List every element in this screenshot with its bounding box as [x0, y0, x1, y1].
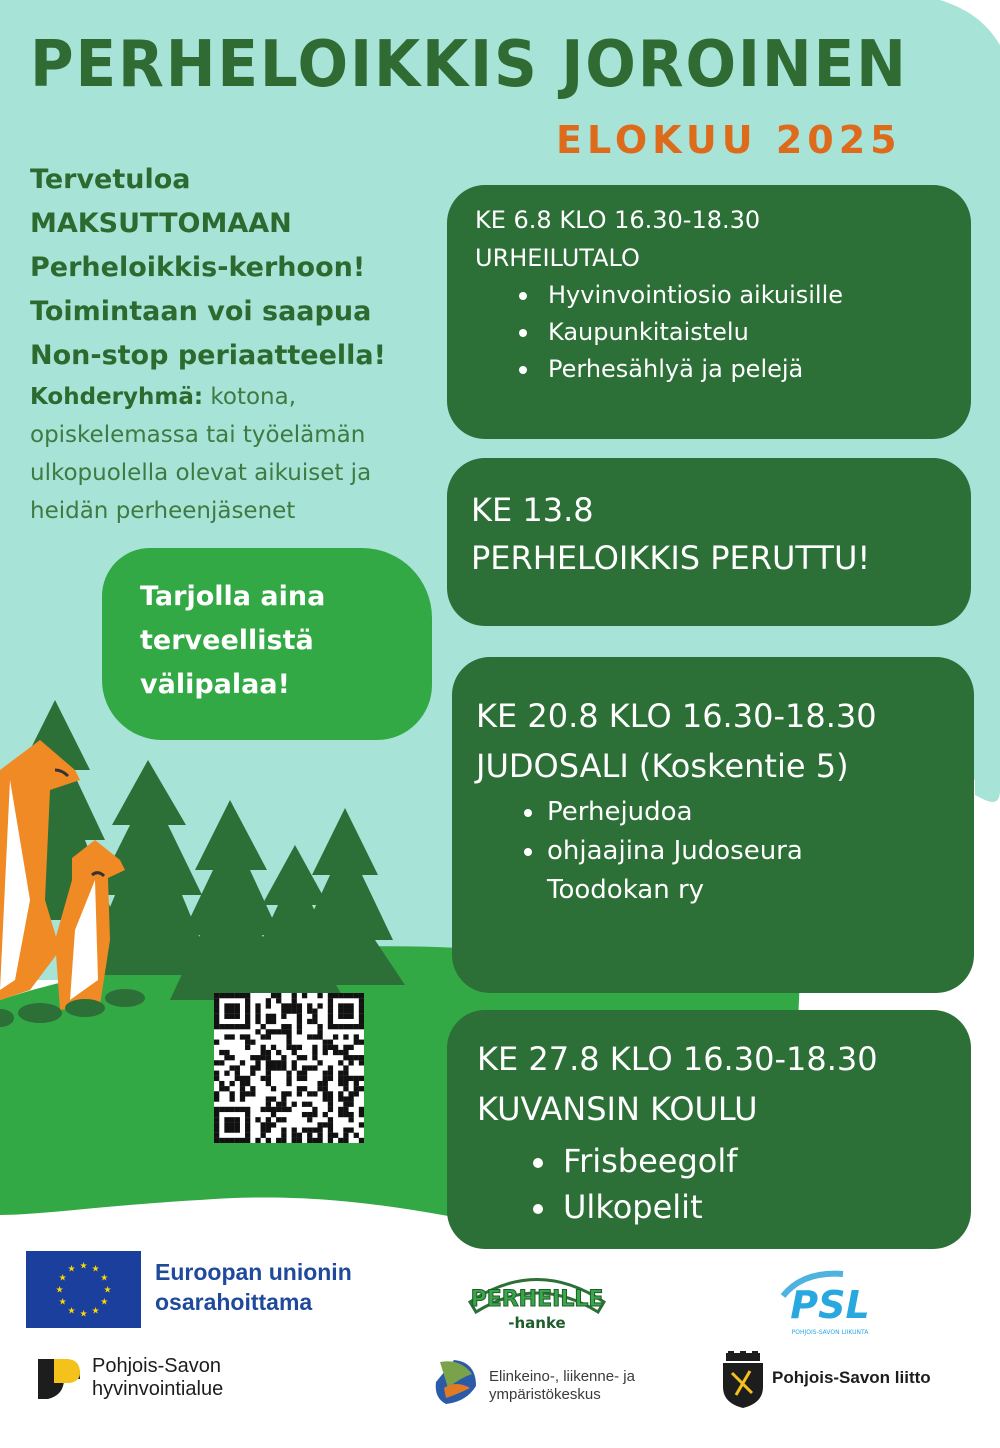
bullet-icon — [533, 1158, 543, 1168]
event-card — [447, 1010, 971, 1249]
eu-star-icon: ★ — [58, 1273, 67, 1284]
event-location: URHEILUTALO — [475, 244, 640, 272]
eu-star-icon: ★ — [91, 1264, 100, 1275]
eu-star-icon: ★ — [79, 1261, 88, 1272]
intro-line: MAKSUTTOMAAN — [30, 208, 292, 239]
snack-line: terveellistä — [140, 625, 314, 656]
svg-text:PERHEILLE: PERHEILLE — [470, 1287, 604, 1312]
page-subtitle: ELOKUU 2025 — [556, 118, 902, 162]
snack-line: välipalaa! — [140, 669, 290, 700]
ely-logo-icon — [426, 1352, 482, 1408]
eu-flag-icon — [26, 1251, 141, 1328]
qr-code-icon[interactable] — [214, 993, 364, 1143]
bullet-icon — [519, 292, 527, 300]
bullet-icon — [524, 809, 532, 817]
svg-text:PSL: PSL — [790, 1283, 870, 1327]
liitto-coat-of-arms-icon — [720, 1351, 766, 1409]
event-date: KE 27.8 KLO 16.30-18.30 — [477, 1040, 878, 1078]
event-activity: Kaupunkitaistelu — [519, 314, 971, 351]
psh-line: Pohjois-Savon — [92, 1355, 221, 1377]
event-activity: Frisbeegolf — [533, 1138, 971, 1184]
ely-line: Elinkeino-, liikenne- ja — [489, 1368, 635, 1385]
perheille-logo-icon — [462, 1262, 612, 1334]
intro-line: Non-stop periaatteella! — [30, 340, 386, 371]
eu-line: Euroopan unionin — [155, 1259, 352, 1285]
psh-line: hyvinvointialue — [92, 1378, 224, 1400]
event-location: JUDOSALI (Koskentie 5) — [476, 747, 849, 785]
target-group-label: Kohderyhmä: — [30, 384, 204, 410]
event-activity-list — [533, 1138, 971, 1230]
svg-text:-hanke: -hanke — [508, 1314, 566, 1332]
event-card — [452, 657, 974, 993]
eu-star-icon: ★ — [91, 1306, 100, 1317]
ely-text — [489, 1368, 635, 1404]
event-activity-list — [519, 277, 971, 388]
eu-line: osarahoittama — [155, 1289, 313, 1315]
eu-star-icon: ★ — [103, 1285, 112, 1296]
intro-text — [30, 158, 430, 530]
event-activity: ohjaajina Judoseura Toodokan ry — [524, 832, 844, 910]
event-date: KE 13.8 — [471, 491, 594, 529]
intro-line: Tervetuloa — [30, 164, 191, 195]
liitto-text: Pohjois-Savon liitto — [772, 1368, 931, 1387]
bullet-icon — [524, 848, 532, 856]
event-activity: Ulkopelit — [533, 1184, 971, 1230]
psl-logo-icon — [773, 1266, 888, 1338]
event-card — [447, 185, 971, 439]
psh-text — [92, 1355, 223, 1401]
eu-star-icon: ★ — [67, 1306, 76, 1317]
target-group-description: kotona, opiskelemassa tai työelämän ulkopuolella olevat aikuiset ja heidän perheenjäsenet — [30, 384, 372, 524]
bullet-icon — [519, 329, 527, 337]
event-date: KE 20.8 KLO 16.30-18.30 — [476, 697, 877, 735]
bullet-icon — [533, 1204, 543, 1214]
event-activity-list — [524, 793, 974, 910]
psh-logo-icon — [34, 1355, 84, 1401]
snack-text — [140, 575, 325, 707]
svg-text:POHJOIS-SAVON LIIKUNTA: POHJOIS-SAVON LIIKUNTA — [791, 1329, 869, 1336]
intro-line: Toimintaan voi saapua — [30, 296, 372, 327]
target-group-text — [30, 378, 430, 530]
eu-star-icon: ★ — [100, 1273, 109, 1284]
event-card-cancelled — [447, 458, 971, 626]
event-date: KE 6.8 KLO 16.30-18.30 — [475, 206, 761, 234]
eu-star-icon: ★ — [58, 1297, 67, 1308]
snack-line: Tarjolla aina — [140, 581, 326, 612]
eu-star-icon: ★ — [67, 1264, 76, 1275]
event-activity: Hyvinvointiosio aikuisille — [519, 277, 971, 314]
intro-line: Perheloikkis-kerhoon! — [30, 252, 366, 283]
event-location: KUVANSIN KOULU — [477, 1090, 758, 1128]
mint-background-right-tail — [975, 571, 1000, 785]
eu-star-icon: ★ — [100, 1297, 109, 1308]
event-activity: Perhejudoa — [524, 793, 844, 832]
page-title: PERHELOIKKIS JOROINEN — [30, 28, 908, 102]
event-cancel-notice: PERHELOIKKIS PERUTTU! — [471, 539, 871, 577]
bullet-icon — [519, 366, 527, 374]
eu-funding-text — [155, 1257, 352, 1317]
ely-line: ympäristökeskus — [489, 1386, 601, 1403]
event-activity: Perhesählyä ja pelejä — [519, 351, 971, 388]
eu-star-icon: ★ — [79, 1309, 88, 1320]
eu-star-icon: ★ — [55, 1285, 64, 1296]
